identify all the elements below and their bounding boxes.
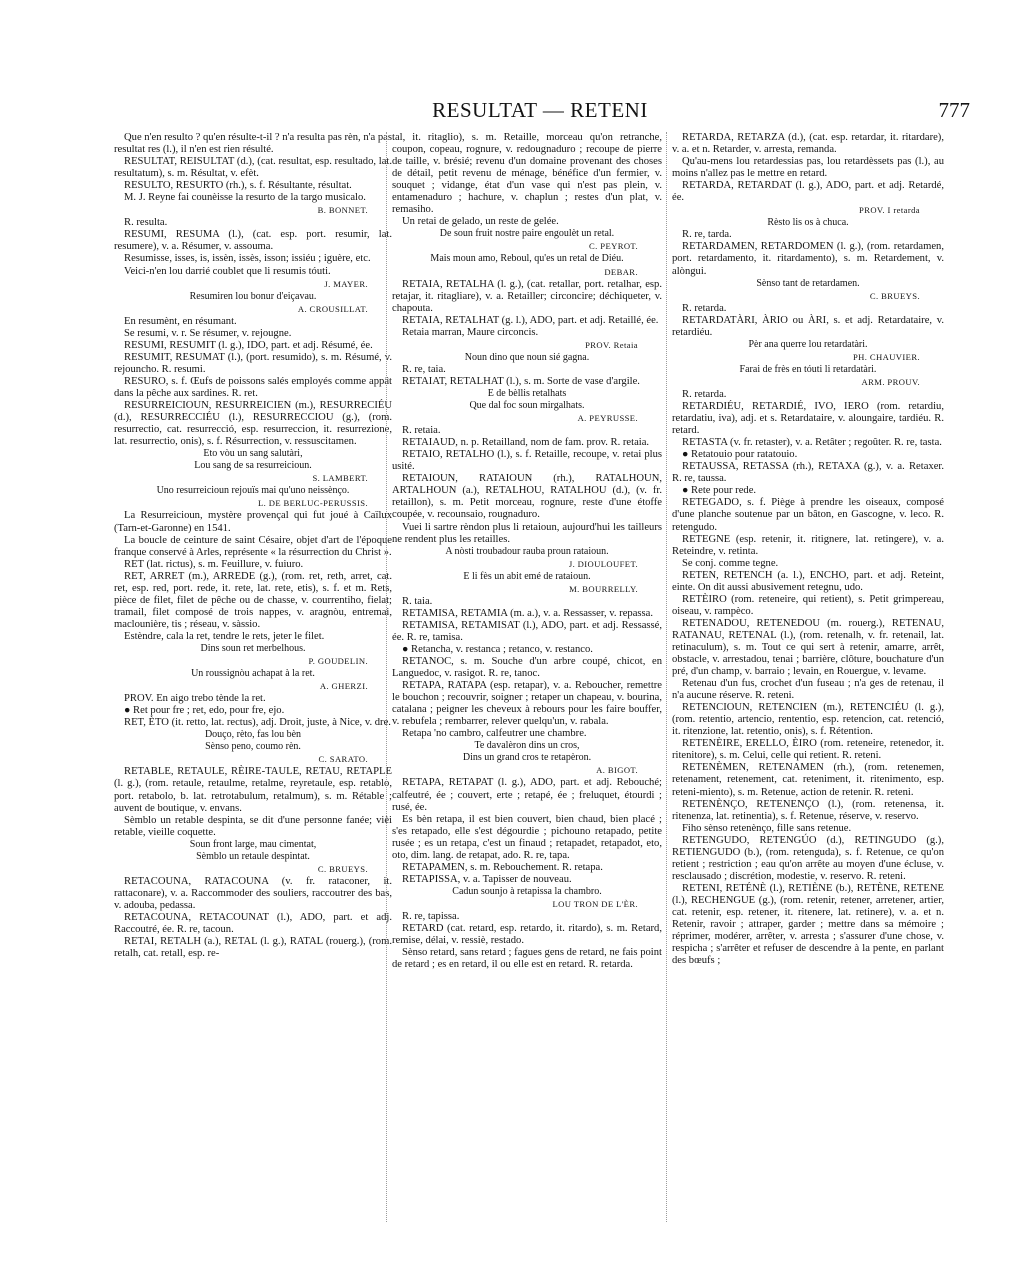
dictionary-entry: RETEGNE (esp. retenir, it. ritignere, lat. retingere), v. a. Reteindre, v. retinta. bbox=[672, 533, 944, 557]
quotation-line: Que dal foc soun mirgalhats. bbox=[469, 400, 585, 412]
quotation-source: M. BOURRELLY. bbox=[569, 583, 638, 594]
quotation-source: ARM. PROUV. bbox=[861, 376, 920, 387]
dictionary-entry: RETARDA, RETARDAT (l. g.), ADO, part. et adj. Retardé, ée. bbox=[672, 180, 944, 204]
dictionary-entry: R. re, tapissa. bbox=[402, 911, 460, 922]
dictionary-entry: RET (lat. rictus), s. m. Feuillure, v. fuiuro. bbox=[124, 558, 304, 570]
dictionary-entry: RETARDATÀRI, ÀRIO ou ÀRI, s. et adj. Retardataire, v. retardiéu. bbox=[672, 314, 944, 338]
quotation-source: S. LAMBERT. bbox=[312, 473, 368, 484]
dictionary-entry: RETANOC, s. m. Souche d'un arbre coupé, chicot, en Languedoc, v. rasigot. R. re, tanoc. bbox=[392, 656, 662, 680]
dictionary-entry: R. resulta. bbox=[124, 217, 168, 229]
dictionary-entry: RETABLE, RETAULE, RÈIRE-TAULE, RETAU, RETAPLE (l. g.), (rom. retaule, retaulme, retalme, reyretaule, esp. retablo, port. retabolo, b. lat. retrotabulum, retalmum), s. m. Rétable ; auvent de boutique, v. envans. bbox=[114, 766, 392, 814]
dictionary-entry: Retenau d'un fus, crochet d'un fuseau ; n'a ges de retenau, il n'a aucune réserve. R. reteni. bbox=[672, 678, 944, 702]
quotation-source: PROV. Retaia bbox=[585, 339, 638, 350]
quotation-source: B. BONNET. bbox=[317, 205, 368, 216]
quotation-line: Sèmblo un retaule despintat. bbox=[196, 850, 310, 862]
dictionary-entry: R. retarda. bbox=[682, 302, 727, 314]
dictionary-entry: R. re, taia. bbox=[402, 363, 446, 375]
page-number: 777 bbox=[938, 98, 970, 122]
quotation-line: Dins un grand cros te retapèron. bbox=[462, 752, 592, 764]
quotation-line: Pèr ana querre lou retardatàri. bbox=[748, 338, 868, 350]
quotation-line: Lou sang de sa resurreicioun. bbox=[194, 460, 312, 472]
dictionary-entry: RETAMISA, RETAMISAT (l.), ADO, part. et adj. Ressassé, ée. R. re, tamisa. bbox=[392, 619, 662, 643]
quotation-source: PROV. I retarda bbox=[859, 205, 920, 216]
dictionary-entry: ● Rete pour rede. bbox=[682, 485, 757, 497]
quotation-line: Sènso peno, coumo rèn. bbox=[205, 741, 301, 753]
dictionary-entry: RET, ÈTO (it. retto, lat. rectus), adj. Droit, juste, à Nice, v. dre. bbox=[124, 717, 391, 729]
dictionary-entry: RESURREICIOUN, RESURREICIEN (m.), RESURRECIÉU (d.), RESURRECCIÉU (l.), RESURRECCIOU (g.), (rom. resurrectio, cat. resurrecció, esp. resurreccion, it. resurrezione, lat. resurrectio, onis), s. f. Résurrection, v. ressuscitamen. bbox=[114, 400, 392, 448]
dictionary-entry: M. J. Reyne fai counèisse la resurto de la targo musicalo. bbox=[124, 192, 366, 204]
quotation-line: Cadun sounjo à retapissa la chambro. bbox=[452, 885, 602, 897]
dictionary-entry: ● Retatouio pour ratatouio. bbox=[682, 449, 798, 461]
dictionary-entry: RETENGUDO, RETENGÚO (d.), RETINGUDO (g.), RETIENGUDO (b.), (rom. retenguda), s. f. Retenue, ce qu'on retient ; restriction ; eau qu'on arrête au moyen d'une écluse, v. resclausado ; discrétion, modestie, v. reservo. R. reteni. bbox=[672, 834, 944, 882]
quotation-line: E de bèllis retalhats bbox=[487, 387, 567, 399]
dictionary-entry: Estèndre, cala la ret, tendre le rets, jeter le filet. bbox=[124, 630, 325, 642]
quotation-line: Eto vòu un sang salutàri, bbox=[203, 448, 303, 460]
dictionary-entry: RETENÈMEN, RETENAMEN (rh.), (rom. retenemen, retenament, retenement, cat. reteniment, it. ritenimento, esp. reteni-miento), s. m. Retenue, action de retenir. R. reteni. bbox=[672, 762, 944, 798]
dictionary-entry: R. retarda. bbox=[682, 388, 727, 400]
dictionary-entry: RETAI, RETALH (a.), RETAL (l. g.), RATAL (rouerg.), (rom. retalh, cat. retall, esp. re- bbox=[114, 936, 392, 960]
dictionary-entry: RETENADOU, RETENEDOU (m. rouerg.), RETENAU, RATANAU, RETENAL (l.), (rom. retenalh, v. fr. retenail, lat. retinaculum), s. m. Tout ce qui sert à retenir, amarre, arrêt, obstacle, v. arrestadou, tenai ; barrière, clôture, bouchature d'un pré, d'un champ, v. barraio ; levain, en Rouergue, v. levame. bbox=[672, 617, 944, 678]
quotation-line: A nòsti troubadour rauba proun rataioun. bbox=[445, 545, 609, 557]
quotation-line: Resumiren lou bonur d'eiçavau. bbox=[189, 290, 317, 302]
dictionary-entry: RETARDA, RETARZA (d.), (cat. esp. retardar, it. ritardare), v. a. et n. Retarder, v. arresta, remanda. bbox=[672, 132, 944, 156]
dictionary-entry: RETENÈNÇO, RETENENÇO (l.), (rom. retenensa, it. ritenenza, lat. retinentia), s. f. Retenue, réserve, v. reservo. bbox=[672, 798, 944, 822]
dictionary-entry: RETACOUNA, RATACOUNA (v. fr. rataconer, it. rattaconare), v. a. Raccommoder des souliers, raccoutrer des bas, v. adouba, pedassa. bbox=[114, 875, 392, 911]
quotation-source: C. BRUEYS. bbox=[317, 863, 368, 874]
dictionary-entry: Retaia marran, Maure circoncis. bbox=[402, 326, 539, 338]
dictionary-entry: RETAIOUN, RATAIOUN (rh.), RATALHOUN, ARTALHOUN (a.), RETALHOU, RATALHOU (d.), (v. fr. retaillon), s. m. Petit morceau, rognure, reste d'une étoffe coupée, v. recounsaio, rougnaduro. bbox=[392, 473, 662, 521]
quotation-source: C. SARATO. bbox=[318, 754, 368, 765]
dictionary-entry: RETAMISA, RETAMIA (m. a.), v. a. Ressasser, v. repassa. bbox=[402, 607, 654, 619]
dictionary-entry: R. taia. bbox=[402, 595, 433, 607]
quotation-line: Soun front large, mau cimentat, bbox=[189, 838, 317, 850]
dictionary-entry: RETAPAMEN, s. m. Rebouchement. R. retapa. bbox=[402, 861, 603, 873]
quotation-line: Farai de frès en tóuti li retardatàri. bbox=[739, 363, 877, 375]
dictionary-entry: RETEGADO, s. f. Piège à prendre les oiseaux, composé d'une planche soutenue par un bâton, en Gascogne, v. leco. R. retengudo. bbox=[672, 497, 944, 533]
quotation-source: DEBAR. bbox=[604, 266, 638, 277]
dictionary-entry: RETENÈIRE, ERELLO, ÈIRO (rom. reteneire, retenedor, it. ritenitore), s. m. Celui, celle qui retient. R. reteni. bbox=[672, 738, 944, 762]
dictionary-entry: La Resurreicioun, mystère provençal qui fut joué à Caïlux (Tarn-et-Garonne) en 1541. bbox=[114, 510, 392, 534]
dictionary-entry: RETARD (cat. retard, esp. retardo, it. ritardo), s. m. Retard, remise, délai, v. ressiè, restado. bbox=[392, 923, 662, 947]
column-divider bbox=[386, 132, 387, 1222]
dictionary-entry: RESURO, s. f. Œufs de poissons salés employés comme appât dans la pêche aux sardines. R. ret. bbox=[114, 375, 392, 399]
dictionary-entry: Qu'au-mens lou retardessias pas, lou retardèssets pas (l.), au moins n'allez pas le mettre en retard. bbox=[672, 156, 944, 180]
dictionary-entry: Fiho sènso retenènço, fille sans retenue. bbox=[682, 822, 852, 834]
quotation-line: Te davalèron dins un cros, bbox=[474, 740, 580, 752]
dictionary-entry: Veici-n'en lou darrié coublet que li resumis tóuti. bbox=[124, 265, 331, 277]
quotation-source: LOU TRON DE L'ÈR. bbox=[552, 898, 638, 909]
page-header bbox=[110, 98, 970, 126]
quotation-source: P. GOUDELIN. bbox=[308, 656, 368, 667]
dictionary-entry: PROV. En aigo trebo tènde la ret. bbox=[124, 693, 266, 705]
dictionary-entry: RESULTO, RESURTO (rh.), s. f. Résultante, résultat. bbox=[124, 180, 352, 192]
column-middle bbox=[392, 132, 662, 1222]
dictionary-entry: tal, it. ritaglio), s. m. Retaille, morceau qu'on retranche, coupon, copeau, rognure, v. redougnaduro ; recoupe de pierre de taille, v. brésié; revenu d'un domaine provenant des choses de détail, petit revenu de ménage, bénéfice d'un fermier, v. souquet ; vidange, état d'un vase qui n'est pas plein, v. entamenaduro ; hachure, v. chaplun ; restes d'un plat, v. remasiho. bbox=[392, 132, 662, 216]
dictionary-entry: ● Retancha, v. restanca ; retanco, v. restanco. bbox=[402, 643, 593, 655]
quotation-line: Dins soun ret merbelhous. bbox=[200, 642, 306, 654]
dictionary-entry: RESUMIT, RESUMAT (l.), (port. resumido), s. m. Résumé, v. rejouncho. R. resumi. bbox=[114, 351, 392, 375]
dictionary-entry: RETAIAUD, n. p. Retailland, nom de fam. prov. R. retaia. bbox=[402, 437, 650, 449]
running-head: RESULTAT — RETENI bbox=[432, 98, 648, 122]
quotation-source: A. GHERZI. bbox=[319, 681, 368, 692]
quotation-source: L. DE BERLUC-PERUSSIS. bbox=[257, 498, 368, 509]
column-divider bbox=[666, 132, 667, 1222]
quotation-source: J. MAYER. bbox=[324, 278, 368, 289]
dictionary-entry: RETAPA, RETAPAT (l. g.), ADO, part. et adj. Rebouché; calfeutré, ée ; couvert, erte ; retapé, ée ; freluquet, étourdi ; rusé, ée. bbox=[392, 777, 662, 813]
quotation-line: Uno resurreicioun rejouïs mai qu'uno neissènço. bbox=[156, 485, 350, 497]
dictionary-entry: RETÈIRO (rom. reteneire, qui retient), s. Petit grimpereau, oiseau, v. rampèco. bbox=[672, 593, 944, 617]
dictionary-entry: R. retaia. bbox=[402, 425, 441, 437]
dictionary-entry: ● Ret pour fre ; ret, edo, pour fre, ejo. bbox=[124, 705, 285, 717]
dictionary-entry: RETARDAMEN, RETARDOMEN (l. g.), (rom. retardamen, port. retardamento, it. ritardamento), s. m. Retardement, v. alòngui. bbox=[672, 241, 944, 277]
dictionary-entry: RETENI, RETÉNÈ (l.), RETIÈNE (b.), RETÈNE, RETENE (l.), RECHENGUE (g.), (rom. retenir, retener, arretener, artier, cat. retenir, esp. retener, it. ritenere, lat. retinere), v. a. et n. Retenir, ravoir ; attraper, garder ; mettre dans sa mémoire ; réprimer, modérer, arrêter, v. arresta ; s'assurer d'une chose, v. respicha ; s'arrêter et refuser de descendre à la pente, en parlant des bœufs ; bbox=[672, 882, 944, 967]
dictionary-entry: La boucle de ceinture de saint Césaire, objet d'art de l'époque franque conservé à Arles, représente « la résurrection du Christ ». bbox=[114, 534, 392, 558]
dictionary-entry: Se conj. comme tegne. bbox=[682, 557, 779, 569]
dictionary-entry: RET, ARRET (m.), ARREDE (g.), (rom. ret, reth, arret, cat. ret, esp. red, port. rede, it. rete, lat. rete, etis), s. f. et m. Rets, pièce de filet, filet de pêche ou de chasse, v. courrentiho, fielat; tramail, filet composé de trois nappes, v. aragnòu, entremai, maclounière, tis ; réseau, v. sàssio. bbox=[114, 570, 392, 630]
dictionary-entry: RETEN, RETENCH (a. l.), ENCHO, part. et adj. Reteint, einte. On dit aussi abusivement retegnu, udo. bbox=[672, 569, 944, 593]
dictionary-entry: RETASTA (v. fr. retaster), v. a. Retâter ; regoûter. R. re, tasta. bbox=[682, 437, 942, 449]
column-right bbox=[672, 132, 944, 1222]
quotation-source: C. BRUEYS. bbox=[869, 290, 920, 301]
quotation-source: A. PEYRUSSE. bbox=[577, 413, 638, 424]
dictionary-entry: RETACOUNA, RETACOUNAT (l.), ADO, part. et adj. Raccoutré, ée. R. re, tacoun. bbox=[114, 912, 392, 936]
dictionary-entry: RESUMI, RESUMIT (l. g.), IDO, part. et adj. Résumé, ée. bbox=[124, 339, 373, 351]
dictionary-entry: Sènso retard, sans retard ; fagues gens de retard, ne fais point de retard ; es en retard, il ou elle est en retard. R. retarda. bbox=[392, 947, 662, 971]
quotation-line: Un roussignòu achapat à la ret. bbox=[191, 668, 315, 680]
dictionary-entry: Es bèn retapa, il est bien couvert, bien chaud, bien placé ; s'es retapado, elle s'est dégourdie ; pichouno retapado, petite rusée ; es un retapa, c'est un finaud ; retapadet, retapadot, eto, oto, dim. lang. de retapat, ado. R. re, tapa. bbox=[392, 813, 662, 861]
quotation-line: Sènso tant de retardamen. bbox=[756, 277, 860, 289]
dictionary-entry: RETAIA, RETALHA (l. g.), (cat. retallar, port. retalhar, esp. retajar, it. ritagliare), v. a. Retailler; circoncire; déchiqueter, v. chapouta. bbox=[392, 278, 662, 314]
dictionary-entry: RESUMI, RESUMA (l.), (cat. esp. port. resumir, lat. resumere), v. a. Résumer, v. assouma. bbox=[114, 229, 392, 253]
quotation-line: Douço, rèto, fas lou bèn bbox=[204, 729, 302, 741]
column-left bbox=[114, 132, 392, 1222]
quotation-line: E li fès un abit emé de rataioun. bbox=[463, 570, 591, 582]
dictionary-entry: RETAIO, RETALHO (l.), s. f. Retaille, recoupe, v. retai plus usité. bbox=[392, 449, 662, 473]
dictionary-entry: Resumisse, isses, is, issèn, issès, isson; issiéu ; iguère, etc. bbox=[124, 253, 371, 265]
dictionary-entry: RESULTAT, REISULTAT (d.), (cat. resultat, esp. resultado, lat. resultatum), s. m. Résultat, v. efèt. bbox=[114, 156, 392, 180]
quotation-line: Noun dino que noun sié gagna. bbox=[464, 351, 590, 363]
quotation-source: A. BIGOT. bbox=[596, 765, 638, 776]
quotation-source: A. CROUSILLAT. bbox=[297, 303, 368, 314]
dictionary-entry: Que n'en resulto ? qu'en résulte-t-il ? n'a resulta pas rèn, n'a pas resultat res (l.), il n'en est rien résulté. bbox=[114, 132, 392, 156]
quotation-line: Mais moun amo, Reboul, qu'es un retal de Diéu. bbox=[430, 253, 624, 265]
dictionary-entry: Retapa 'no cambro, calfeutrer une chambre. bbox=[402, 728, 587, 740]
quotation-source: PH. CHAUVIER. bbox=[852, 351, 920, 362]
dictionary-entry: RETAPISSA, v. a. Tapisser de nouveau. bbox=[402, 873, 572, 885]
dictionary-entry: RETARDIÉU, RETARDIÉ, IVO, IERO (rom. retardiu, retardatiu, iva), adj. et s. Retardataire, v. aloungaire, tardiéu. R. retard. bbox=[672, 401, 944, 437]
quotation-line: Rèsto lis os à chuca. bbox=[767, 217, 849, 229]
dictionary-entry: Vuei li sartre rèndon plus li retaioun, aujourd'hui les tailleurs ne rendent plus les retailles. bbox=[392, 521, 662, 545]
dictionary-entry: Un retai de gelado, un reste de gelée. bbox=[402, 216, 559, 228]
dictionary-entry: RETAIA, RETALHAT (g. l.), ADO, part. et adj. Retaillé, ée. bbox=[402, 314, 659, 326]
quotation-source: C. PEYROT. bbox=[589, 241, 638, 252]
dictionary-entry: RETAPA, RATAPA (esp. retapar), v. a. Reboucher, remettre le bouchon ; recouvrir, soigner ; retaper un chapeau, v. bourina, catalana ; peigner les cheveux à rebours pour les faire bouffer, v. rebufela ; rembarrer, relever quelqu'un, v. rabala. bbox=[392, 680, 662, 728]
dictionary-entry: En resumènt, en résumant. bbox=[124, 315, 237, 327]
quotation-source: J. DIOULOUFET. bbox=[568, 558, 638, 569]
dictionary-entry: R. re, tarda. bbox=[682, 229, 732, 241]
quotation-line: De soun fruit nostre paire engoulèt un retal. bbox=[439, 228, 615, 240]
dictionary-entry: Sèmblo un retable despinta, se dit d'une personne fanée; vièi retable, vieille coquette. bbox=[114, 814, 392, 838]
dictionary-entry: RETAIAT, RETALHAT (l.), s. m. Sorte de vase d'argile. bbox=[402, 375, 640, 387]
dictionary-entry: Se resumi, v. r. Se résumer, v. rejougne. bbox=[124, 327, 292, 339]
dictionary-entry: RETENCIOUN, RETENCIEN (m.), RETENCIÉU (l. g.), (rom. retentio, artencio, rententio, esp. retencion, cat. retenció, it. ritenzione, lat. retentio, onis), s. f. Rétention. bbox=[672, 702, 944, 738]
dictionary-entry: RETAUSSA, RETASSA (rh.), RETAXA (g.), v. a. Retaxer. R. re, taussa. bbox=[672, 461, 944, 485]
